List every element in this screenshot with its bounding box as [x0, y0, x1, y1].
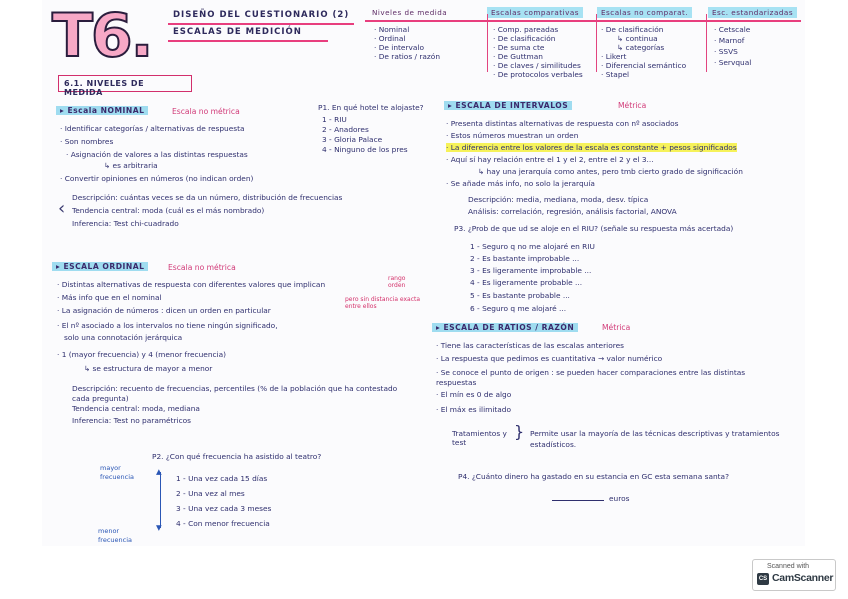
ordinal-line: · El nº asociado a los intervalos no tiene ningún significado,	[57, 321, 278, 330]
ordinal-line: · 1 (mayor frecuencia) y 4 (menor frecuencia)	[57, 350, 227, 359]
chapter-number: T6.	[52, 1, 152, 71]
table-cell: · De claves / similitudes	[493, 61, 581, 70]
table-cell: · De suma cte	[493, 43, 545, 52]
ordinal-line: · Más info que en el nominal	[57, 293, 162, 302]
p2-question: P2. ¿Con qué frecuencia ha asistido al teatro?	[152, 452, 322, 461]
table-cell: · Marnof	[714, 36, 745, 45]
table-cell: ↳ continua	[617, 34, 658, 43]
table-header-rule	[365, 20, 801, 22]
intervalos-analysis: Análisis: correlación, regresión, análisis factorial, ANOVA	[468, 207, 677, 216]
intervalos-heading: ▸ ESCALA DE INTERVALOS	[444, 101, 572, 110]
ratios-subheading: Métrica	[602, 323, 631, 332]
p1-option: 4 - Ninguno de los pres	[322, 145, 408, 154]
intervalos-description: Descripción: media, mediana, moda, desv. típica	[468, 195, 649, 204]
page-title: DISEÑO DEL CUESTIONARIO (2)	[173, 10, 350, 20]
table-cell: · Likert	[601, 52, 627, 61]
p2-bottom-label: menor frecuencia	[98, 527, 132, 544]
table-cell: · De Guttman	[493, 52, 543, 61]
ordinal-inference: Inferencia: Test no paramétricos	[72, 416, 192, 425]
ratios-line: · Se conoce el punto de origen : se pueden hacer comparaciones entre las distintas respuestas	[436, 368, 746, 387]
p3-option: 6 - Seguro q me alojaré ...	[470, 304, 567, 313]
subtitle-underline	[168, 40, 328, 42]
p1-option: 3 - Gloria Palace	[322, 135, 383, 144]
arrow-down-icon: ▼	[156, 523, 162, 532]
table-cell: · Cetscale	[714, 25, 751, 34]
ratios-heading: ▸ ESCALA DE RATIOS / RAZÓN	[432, 323, 578, 332]
ordinal-line: ↳ se estructura de mayor a menor	[84, 364, 213, 373]
table-cell: · Diferencial semántico	[601, 61, 687, 70]
ratios-treatment-text: Permite usar la mayoría de las técnicas descriptivas y tratamientos estadísticos.	[530, 429, 780, 449]
intervalos-line: · Se añade más info, no solo la jerarquía	[446, 179, 595, 188]
table-header-comparativas: Escalas comparativas	[487, 7, 583, 18]
intervalos-line: · Estos números muestran un orden	[446, 131, 579, 140]
camscanner-logo-icon: CS	[757, 573, 769, 585]
ordinal-heading: ▸ ESCALA ORDINAL	[52, 262, 148, 271]
watermark-brand: CamScanner	[772, 572, 834, 584]
p1-question: P1. En qué hotel te alojaste?	[318, 103, 424, 112]
nominal-line: · Convertir opiniones en números (no indican orden)	[60, 174, 254, 183]
table-cell: · De protocolos verbales	[493, 70, 583, 79]
table-header-no-comparativas: Escalas no comparat.	[597, 7, 692, 18]
ordinal-subheading: Escala no métrica	[168, 263, 236, 272]
p3-option: 4 - Es ligeramente probable ...	[470, 278, 583, 287]
ratios-line: · La respuesta que pedimos es cuantitativa → valor numérico	[436, 354, 663, 363]
table-cell: · De clasificación	[601, 25, 664, 34]
table-header-niveles: Niveles de medida	[372, 8, 448, 17]
brace-icon: }	[514, 422, 525, 441]
intervalos-line: · La diferencia entre los valores de la escala es constante + pesos significados	[446, 143, 737, 152]
table-divider	[487, 14, 488, 72]
p2-top-label: mayor frecuencia	[100, 464, 134, 481]
nominal-central: Tendencia central: moda (cuál es el más nombrado)	[72, 206, 265, 215]
table-cell: · Ordinal	[374, 34, 406, 43]
p2-option: 2 - Una vez al mes	[176, 489, 245, 498]
intervalos-line: ↳ hay una jerarquía como antes, pero tmb cierto grado de significación	[478, 167, 743, 176]
ordinal-central: Tendencia central: moda, mediana	[72, 404, 200, 413]
ratios-line: · El máx es ilimitado	[436, 405, 512, 414]
p1-option: 1 - RIU	[322, 115, 347, 124]
intervalos-subheading: Métrica	[618, 101, 647, 110]
nominal-line: ↳ es arbitraria	[104, 161, 158, 170]
table-cell: · SSVS	[714, 47, 738, 56]
nominal-heading: ▸ Escala NOMINAL	[56, 106, 148, 115]
answer-blank-line	[552, 500, 604, 501]
table-cell: · Comp. pareadas	[493, 25, 559, 34]
table-cell: · De ratios / razón	[374, 52, 441, 61]
p2-option: 4 - Con menor frecuencia	[176, 519, 270, 528]
nominal-description: Descripción: cuántas veces se da un número, distribución de frecuencias	[72, 193, 343, 202]
table-cell: ↳ categorías	[617, 43, 665, 52]
p1-option: 2 - Anadores	[322, 125, 369, 134]
nominal-line: · Asignación de valores a las distintas respuestas	[66, 150, 248, 159]
p4-unit: euros	[609, 494, 630, 503]
intervalos-line: · Aquí sí hay relación entre el 1 y el 2, entre el 2 y el 3...	[446, 155, 654, 164]
p3-option: 3 - Es ligeramente improbable ...	[470, 266, 592, 275]
arrow-up-icon: ▲	[156, 467, 162, 476]
title-underline	[168, 23, 354, 25]
ordinal-side-note-2: pero sin distancia exacta entre ellos	[345, 296, 421, 310]
table-cell: · De clasificación	[493, 34, 556, 43]
ordinal-description: Descripción: recuento de frecuencias, percentiles (% de la población que ha contestado cada pregunta)	[72, 384, 398, 403]
table-cell: · Servqual	[714, 58, 752, 67]
table-cell: · De intervalo	[374, 43, 424, 52]
nominal-line: · Son nombres	[60, 137, 114, 146]
watermark-caption: Scanned with	[767, 563, 810, 570]
table-cell: · Stapel	[601, 70, 630, 79]
p3-option: 2 - Es bastante improbable ...	[470, 254, 580, 263]
bracket-icon: ‹	[58, 198, 66, 219]
table-cell: · Nominal	[374, 25, 410, 34]
section-heading-6-1: 6.1. NIVELES DE MEDIDA	[58, 75, 192, 92]
nominal-line: · Identificar categorías / alternativas de respuesta	[60, 124, 245, 133]
table-header-estandarizadas: Esc. estandarizadas	[708, 7, 797, 18]
ordinal-line: · La asignación de números : dicen un orden en particular	[57, 306, 271, 315]
camscanner-watermark	[752, 559, 836, 591]
ordinal-line: · Distintas alternativas de respuesta con diferentes valores que implican	[57, 280, 326, 289]
ratios-treatment-label: Tratamientos y test	[452, 429, 507, 447]
intervalos-line: · Presenta distintas alternativas de respuesta con nº asociados	[446, 119, 679, 128]
p2-option: 1 - Una vez cada 15 días	[176, 474, 268, 483]
p3-option: 1 - Seguro q no me alojaré en RIU	[470, 242, 595, 251]
page-subtitle: ESCALAS DE MEDICIÓN	[173, 27, 302, 37]
p3-option: 5 - Es bastante probable ...	[470, 291, 570, 300]
frequency-arrow	[160, 472, 161, 528]
nominal-subheading: Escala no métrica	[172, 107, 240, 116]
table-divider	[596, 14, 597, 72]
ordinal-side-note: rango orden	[388, 275, 406, 289]
p2-option: 3 - Una vez cada 3 meses	[176, 504, 272, 513]
ordinal-line: solo una connotación jerárquica	[64, 333, 183, 342]
p3-question: P3. ¿Prob de que ud se aloje en el RIU? (señale su respuesta más acertada)	[454, 224, 734, 233]
ratios-line: · El mín es 0 de algo	[436, 390, 512, 399]
table-divider	[706, 14, 707, 72]
p4-question: P4. ¿Cuánto dinero ha gastado en su estancia en GC esta semana santa?	[458, 472, 730, 481]
ratios-line: · Tiene las características de las escalas anteriores	[436, 341, 624, 350]
nominal-inference: Inferencia: Test chi-cuadrado	[72, 219, 179, 228]
